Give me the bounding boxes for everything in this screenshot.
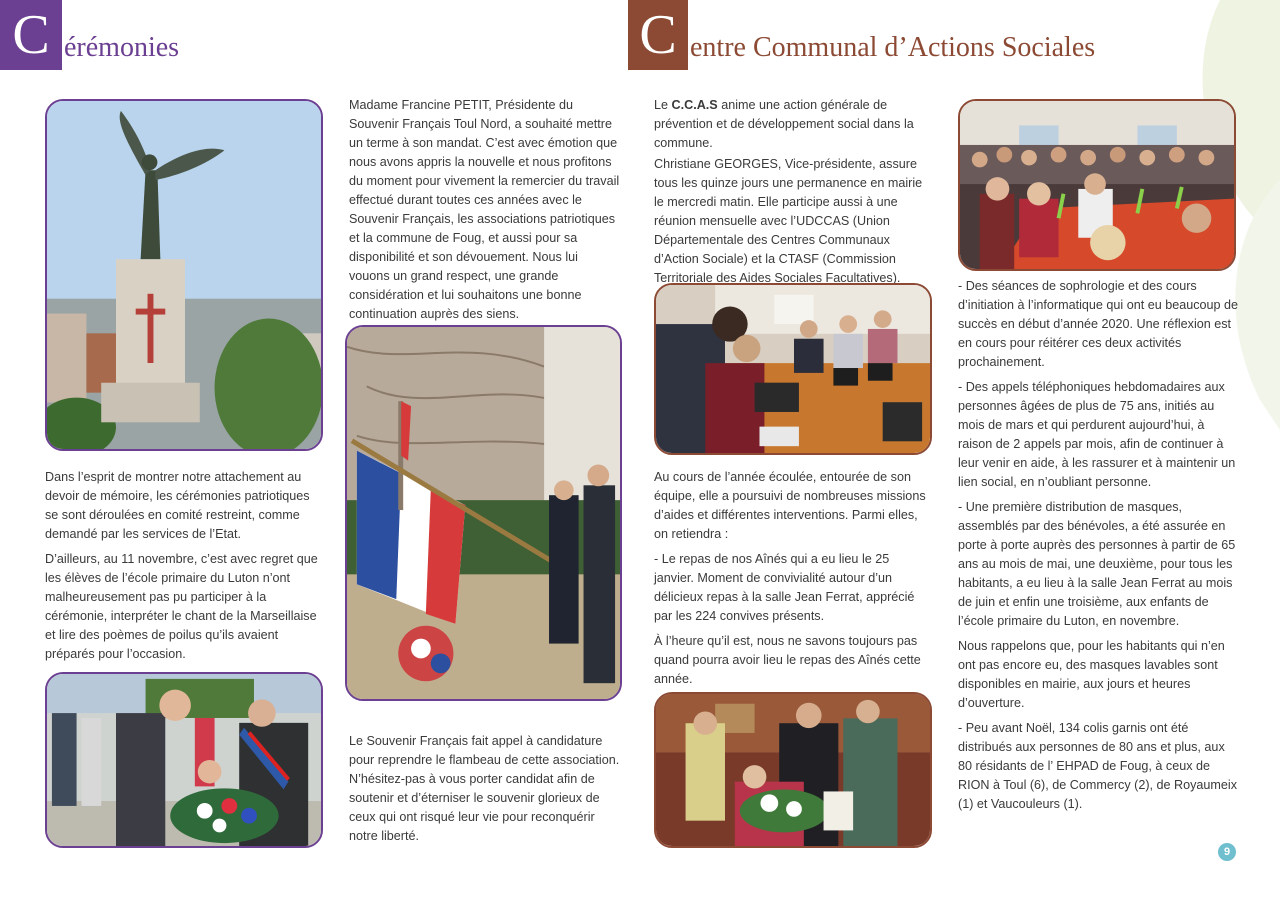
paragraph: - Une première distribution de masques, assemblés par des bénévoles, a été assurée en porte à porte auprès des personnes à partir de 65 ans au mois de mai, une deuxième, pour tous les habitants, a eu lieu à la salle Jean Ferrat au mois de juin et enfin une troisième, aux enfants de l’école primaire du Luton, en novembre. [958, 500, 1236, 628]
ceremonies-title: érémonies [64, 32, 180, 63]
intro-suffix: anime une action générale de prévention et de développement social dans la commune. [654, 98, 914, 150]
intro-prefix: Le [654, 98, 672, 112]
computer-class-photo [654, 283, 932, 455]
ccas-initial: C [628, 0, 688, 70]
ceremonies-heading [0, 0, 179, 70]
page-number-badge: 9 [1218, 843, 1236, 861]
paragraph: À l’heure qu’il est, nous ne savons toujours pas quand pourra avoir lieu le repas des Aînés cette année. [654, 634, 921, 686]
ccas-activities-text [958, 277, 1240, 820]
paragraph: D’ailleurs, au 11 novembre, c’est avec regret que les élèves de l’école primaire du Luton n’ont malheureusement pas pu participer à la cérémonie, interpréter le chant de la Marseillaise et lire des poèmes de poilus qu’ils avaient préparés pour l’occasion. [45, 552, 318, 661]
paragraph: - Des appels téléphoniques hebdomadaires aux personnes âgées de plus de 75 ans, initiés au mois de mars et qui perdurent aujourd’hui, à raison de 2 appels par mois, afin de continuer à leur venir en aide, à les rassurer et à maintenir un lien social, en n’oubliant personne. [958, 380, 1236, 489]
monument-photo [45, 99, 323, 451]
souvenir-francais-text [349, 96, 621, 330]
paragraph: Le Souvenir Français fait appel à candidature pour reprendre le flambeau de cette association. N’hésitez-pas à vous porter candidat afin de soutenir et d’éterniser le souvenir glorieux de ceux qui ont risqué leur vie pour reconquérir notre liberté. [349, 734, 620, 843]
flag-ceremony-photo [345, 325, 622, 701]
ceremonies-left-text [45, 468, 321, 670]
seniors-meal-photo [958, 99, 1236, 271]
ccas-title: entre Communal d’Actions Sociales [690, 32, 1096, 63]
paragraph: Christiane GEORGES, Vice-présidente, assure tous les quinze jours une permanence en mairie le mercredi matin. Elle participe aussi à une réunion mensuelle avec l’UDCCAS (Union Départementale des Centres Communaux d’Action Sociale) et la CTASF (Commission Territoriale des Aides Sociales Facultatives). [654, 157, 923, 285]
ccas-missions-text [654, 468, 932, 695]
paragraph: Madame Francine PETIT, Présidente du Souvenir Français Toul Nord, a souhaité mettre un terme à son mandat. C’est avec émotion que nous avons appris la nouvelle et nous profitons du moment pour vivement la remercier du travail effectué durant toutes ces années avec le Souvenir Français, les associations patriotiques et la commune de Foug, et aussi pour sa disponibilité et son dévouement. Nous lui vouons un grand respect, une grande considération et lui souhaitons une bonne continuation auprès des siens. [349, 98, 620, 321]
paragraph: - Le repas de nos Aînés qui a eu lieu le 25 janvier. Moment de convivialité autour d’un délicieux repas à la salle Jean Ferrat, apprécié par les 224 convives présents. [654, 552, 915, 623]
ccas-intro-text [654, 96, 930, 294]
paragraph: - Peu avant Noël, 134 colis garnis ont été distribués aux personnes de 80 ans et plus, aux 80 résidants de l’ EHPAD de Foug, à ceux de RION à Toul (6), de Commercy (2), de Royaumeix (1) et Vaucouleurs (1). [958, 721, 1238, 811]
ccas-heading [628, 0, 1095, 70]
paragraph: Nous rappelons que, pour les habitants qui n’en ont pas encore eu, des masques lavables sont disponibles en mairie, aux jours et heures d’ouverture. [958, 639, 1225, 710]
paragraph: Dans l’esprit de montrer notre attachement au devoir de mémoire, les cérémonies patriotiques se sont déroulées en comité restreint, comme demandé par les services de l’Etat. [45, 470, 310, 541]
gift-delivery-photo [654, 692, 932, 848]
paragraph: - Des séances de sophrologie et des cours d’initiation à l’informatique qui ont eu beaucoup de succès en début d’année 2020. Une réflexion est en cours pour réitérer ces deux activités prochainement. [958, 279, 1239, 369]
paragraph [654, 96, 930, 153]
candidature-text [349, 732, 625, 852]
paragraph: Au cours de l’année écoulée, entourée de son équipe, elle a poursuivi de nombreuses missions d’aides et différentes interventions. Parmi elles, on retiendra : [654, 470, 926, 541]
ccas-abbrev: C.C.A.S [671, 98, 718, 112]
wreath-ceremony-photo [45, 672, 323, 848]
ceremonies-initial: C [0, 0, 62, 70]
